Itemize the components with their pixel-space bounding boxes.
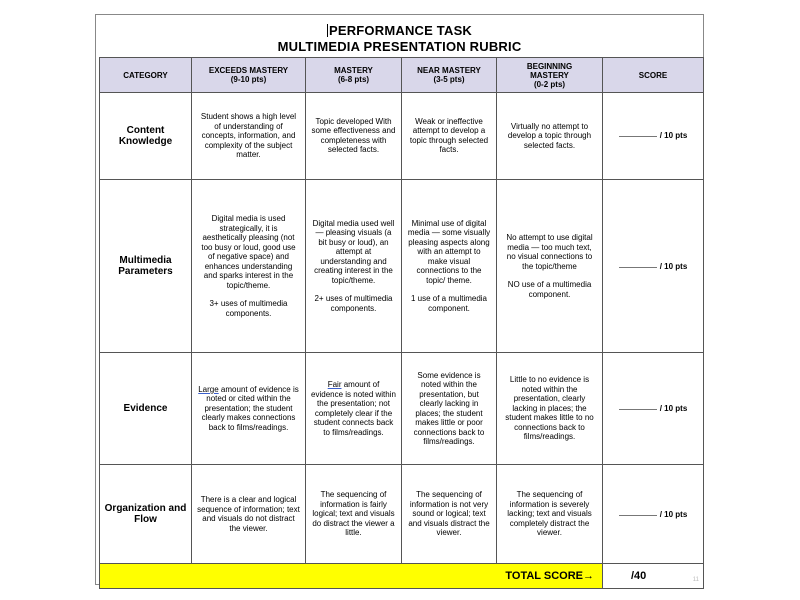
- document-title: [96, 23, 703, 55]
- rubric-row-multimedia-parameters: [100, 179, 704, 353]
- beginning-description: Little to no evidence is noted within the presentation, clearly lacking in places; the student makes little to no connections back to films/readings.: [497, 353, 603, 465]
- page-corner-mark: 11: [692, 577, 699, 583]
- rubric-row-evidence: [100, 353, 704, 465]
- score-blank[interactable]: [619, 136, 657, 137]
- near-mastery-description: The sequencing of information is not very sound or logical; text and visuals distract the viewer.: [402, 464, 497, 563]
- exceeds-description: Digital media is used strategically, it is aesthetically pleasing (not too busy or loud, good use of negative space) and enhances understanding and sparks interest in the topic/theme. 3+ uses of multimedia components.: [192, 179, 306, 353]
- exceeds-description: Large amount of evidence is noted or cited within the presentation; the student clearly makes connections back to films/readings.: [192, 353, 306, 465]
- score-blank[interactable]: [619, 409, 657, 410]
- title-line-1: PERFORMANCE TASK: [328, 23, 473, 38]
- header-beginning-mastery: BEGINNING MASTERY (0-2 pts): [497, 58, 603, 93]
- near-mastery-description: Weak or ineffective attempt to develop a topic through selected facts.: [402, 93, 497, 180]
- category-label: Evidence: [100, 353, 192, 465]
- total-score-value[interactable]: /40: [603, 564, 704, 589]
- rubric-row-organization-and-flow: [100, 464, 704, 563]
- beginning-description: Virtually no attempt to develop a topic through selected facts.: [497, 93, 603, 180]
- total-score-label: TOTAL SCORE→: [100, 564, 603, 589]
- rubric-document: [95, 14, 704, 585]
- near-mastery-description: Some evidence is noted within the presentation, but clearly lacking in places; the student makes little or poor connections back to films/readings.: [402, 353, 497, 465]
- score-cell[interactable]: / 10 pts: [603, 353, 704, 465]
- exceeds-description: Student shows a high level of understanding of concepts, information, and complexity of the subject matter.: [192, 93, 306, 180]
- exceeds-description: There is a clear and logical sequence of information; text and visuals do not distract the viewer.: [192, 464, 306, 563]
- score-blank[interactable]: [619, 267, 657, 268]
- header-mastery: MASTERY (6-8 pts): [306, 58, 402, 93]
- category-label: Multimedia Parameters: [100, 179, 192, 353]
- mastery-description: Topic developed With some effectiveness and completeness with selected facts.: [306, 93, 402, 180]
- header-category: CATEGORY: [100, 58, 192, 93]
- category-label: Content Knowledge: [100, 93, 192, 180]
- near-mastery-description: Minimal use of digital media — some visually pleasing aspects along with an attempt to make visual connections to the topic/ theme. 1 use of a multimedia component.: [402, 179, 497, 353]
- beginning-description: The sequencing of information is severely lacking; text and visuals completely distract the viewer.: [497, 464, 603, 563]
- mastery-description: Fair amount of evidence is noted within the presentation; not completely clear if the student connects back to films/readings.: [306, 353, 402, 465]
- score-cell[interactable]: / 10 pts: [603, 464, 704, 563]
- header-near-mastery: NEAR MASTERY (3-5 pts): [402, 58, 497, 93]
- score-blank[interactable]: [619, 515, 657, 516]
- rubric-table: [99, 57, 704, 589]
- mastery-description: Digital media used well — pleasing visuals (a bit busy or loud), an attempt at understanding and creating interest in the topic/theme. 2+ uses of multimedia components.: [306, 179, 402, 353]
- mastery-description: The sequencing of information is fairly logical; text and visuals do distract the viewer a little.: [306, 464, 402, 563]
- score-cell[interactable]: / 10 pts: [603, 179, 704, 353]
- score-cell[interactable]: / 10 pts: [603, 93, 704, 180]
- rubric-row-content-knowledge: [100, 93, 704, 180]
- header-exceeds-mastery: EXCEEDS MASTERY (9-10 pts): [192, 58, 306, 93]
- header-score: SCORE: [603, 58, 704, 93]
- total-score-row: [100, 564, 704, 589]
- category-label: Organization and Flow: [100, 464, 192, 563]
- text-cursor: [327, 24, 328, 37]
- beginning-description: No attempt to use digital media — too much text, no visual connections to the topic/theme NO use of a multimedia component.: [497, 179, 603, 353]
- title-line-2: MULTIMEDIA PRESENTATION RUBRIC: [277, 39, 522, 54]
- header-row: [100, 58, 704, 93]
